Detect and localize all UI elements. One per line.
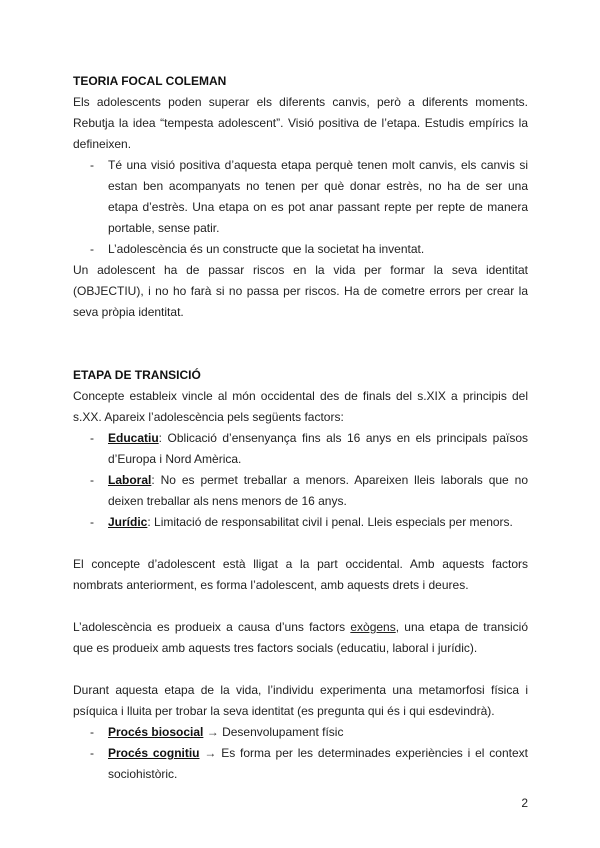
factor-term: Laboral — [108, 473, 152, 487]
process-item-cognitiu — [73, 743, 528, 785]
factor-item-educatiu — [73, 428, 528, 470]
page-content — [73, 71, 528, 785]
process-text: Es forma per les determinades experiències i el context sociohistòric. — [108, 746, 528, 781]
paragraph-exogenous-factors — [73, 617, 528, 659]
list-dash: - — [90, 473, 94, 487]
section-title-teoria-focal: TEORIA FOCAL COLEMAN — [73, 74, 227, 88]
list-dash: - — [90, 431, 94, 445]
factor-item-laboral — [73, 470, 528, 512]
factor-text: : No es permet treballar a menors. Apareixen lleis laborals que no deixen treballar als nens menors de 16 anys. — [108, 473, 528, 508]
list-item — [73, 155, 528, 239]
factor-term: Educatiu — [108, 431, 159, 445]
underlined-keyword: exògens — [350, 620, 396, 634]
processes-list — [73, 722, 528, 785]
section1-bullet-list — [73, 155, 528, 260]
right-arrow-icon: → — [204, 746, 217, 760]
factor-item-juridic — [73, 512, 528, 533]
paragraph-text: L’adolescència es produeix a causa d’uns factors — [73, 620, 351, 634]
factor-text: : Oblicació d’ensenyança fins als 16 anys en els principals països d’Europa i Nord Amèrica. — [108, 431, 528, 466]
process-term: Procés cognitiu — [108, 746, 200, 760]
list-dash: - — [90, 725, 94, 739]
section1-outro: Un adolescent ha de passar riscos en la vida per formar la seva identitat (OBJECTIU), i no ho farà si no passa per riscos. Ha de cometre errors per crear la seva pròpia identitat. — [73, 263, 528, 319]
list-item — [73, 239, 528, 260]
paragraph-adolescent-concept: El concepte d’adolescent està lligat a la part occidental. Amb aquests factors nombrats anteriorment, es forma l’adolescent, amb aquests drets i deures. — [73, 557, 528, 592]
paragraph-metamorphosis: Durant aquesta etapa de la vida, l’individu experimenta una metamorfosi física i psíquica i lluita per trobar la seva identitat (es pregunta qui és i qui esdevindrà). — [73, 683, 528, 718]
right-arrow-icon: → — [206, 725, 219, 739]
section1-intro: Els adolescents poden superar els diferents canvis, però a diferents moments. Rebutja la idea “tempesta adolescent”. Visió positiva de l’etapa. Estudis empírics la defineixen. — [73, 95, 528, 151]
factors-list — [73, 428, 528, 533]
list-dash: - — [90, 515, 94, 529]
section-title-etapa-transicio: ETAPA DE TRANSICIÓ — [73, 368, 201, 382]
process-term: Procés biosocial — [108, 725, 204, 739]
paragraph-text: , una etapa de transició que es produeix amb aquests tres factors socials (educatiu, laboral i jurídic). — [73, 620, 528, 655]
list-dash: - — [90, 746, 94, 760]
section2-intro: Concepte estableix vincle al món occidental des de finals del s.XIX a principis del s.XX. Apareix l’adolescència pels següents factors: — [73, 389, 528, 424]
process-text: Desenvolupament físic — [222, 725, 344, 739]
factor-text: : Limitació de responsabilitat civil i penal. Lleis especials per menors. — [147, 515, 513, 529]
list-dash: - — [90, 242, 94, 256]
list-item-text: Té una visió positiva d’aquesta etapa perquè tenen molt canvis, els canvis si estan ben acompanyats no tenen per què donar estrès, no ha de ser una etapa d’estrès. Una etapa on es pot anar passant repte per repte de manera portable, sense patir. — [108, 158, 528, 235]
process-item-biosocial — [73, 722, 528, 743]
page-number: 2 — [521, 796, 528, 810]
list-item-text: L’adolescència és un constructe que la societat ha inventat. — [108, 242, 425, 256]
list-dash: - — [90, 158, 94, 172]
factor-term: Jurídic — [108, 515, 148, 529]
